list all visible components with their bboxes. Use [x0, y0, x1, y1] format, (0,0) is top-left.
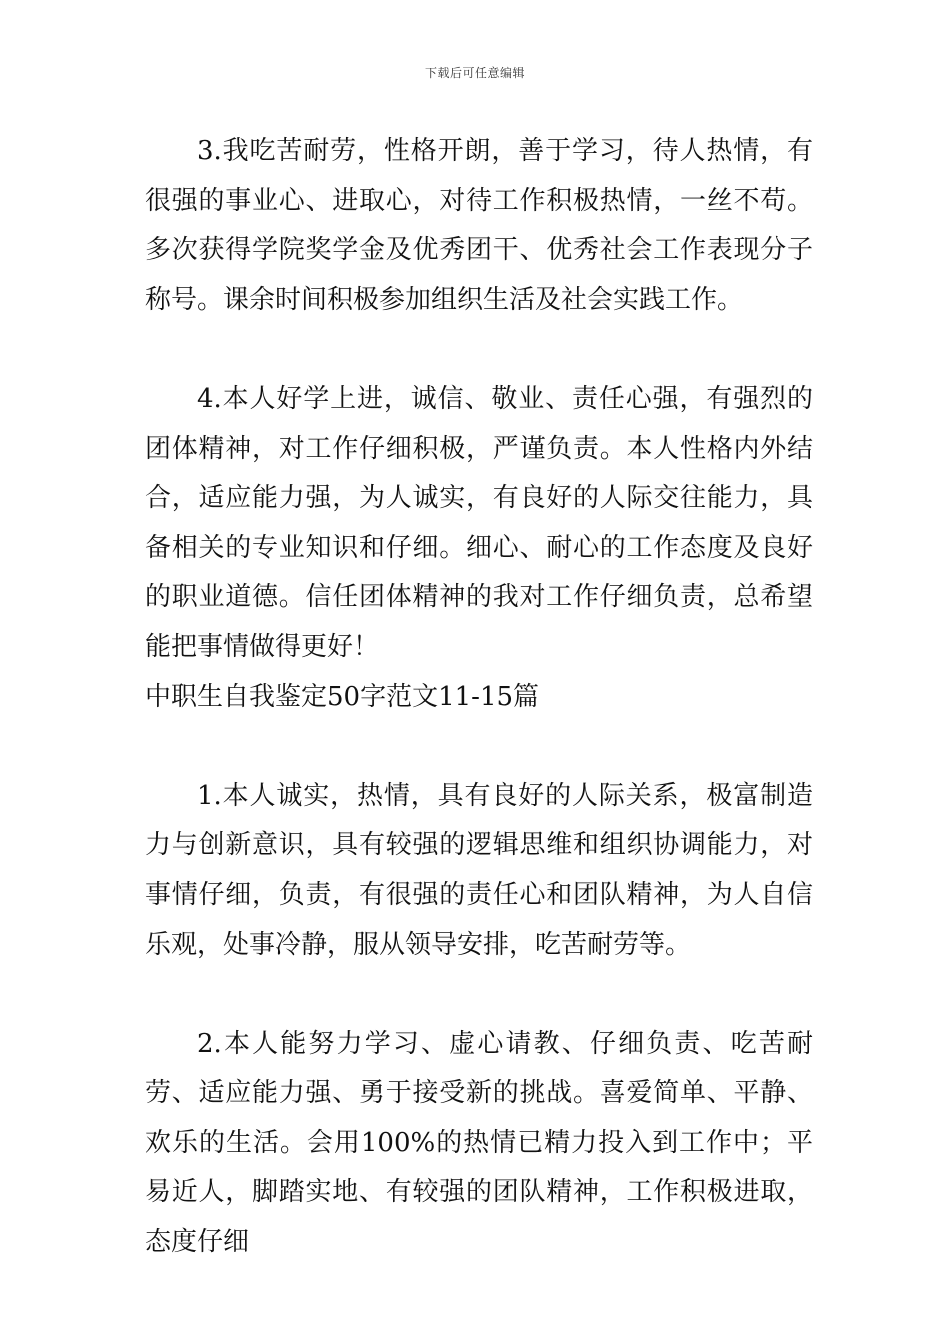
paragraph-gap — [145, 722, 813, 772]
section-paragraph-1: 1.本人诚实，热情，具有良好的人际关系，极富制造力与创新意识，具有较强的逻辑思维和组织协调能力，对事情仔细，负责，有很强的责任心和团队精神，为人自信乐观，处事冷静，服从领导安排，吃苦耐劳等。 — [145, 780, 813, 960]
section-paragraph-2: 2.本人能努力学习、虚心请教、仔细负责、吃苦耐劳、适应能力强、勇于接受新的挑战。喜爱简单、平静、欢乐的生活。会用100%的热情已精力投入到工作中；平易近人，脚踏实地、有较强的团队精神，工作积极进取，态度仔细 — [145, 1028, 813, 1258]
document-body — [145, 127, 813, 1268]
paragraph-4: 4.本人好学上进，诚信、敬业、责任心强，有强烈的团体精神，对工作仔细积极，严谨负责。本人性格内外结合，适应能力强，为人诚实，有良好的人际交往能力，具备相关的专业知识和仔细。细心、耐心的工作态度及良好的职业道德。信任团体精神的我对工作仔细负责，总希望能把事情做得更好！ — [145, 383, 813, 662]
header-note: 下载后可任意编辑 — [424, 66, 525, 80]
paragraph-gap — [145, 970, 813, 1020]
section-title: 中职生自我鉴定50字范文11-15篇 — [145, 681, 540, 712]
paragraph-gap — [145, 325, 813, 375]
paragraph-3: 3.我吃苦耐劳，性格开朗，善于学习，待人热情，有很强的事业心、进取心，对待工作积极热情，一丝不苟。多次获得学院奖学金及优秀团干、优秀社会工作表现分子称号。课余时间积极参加组织生活及社会实践工作。 — [145, 136, 813, 315]
